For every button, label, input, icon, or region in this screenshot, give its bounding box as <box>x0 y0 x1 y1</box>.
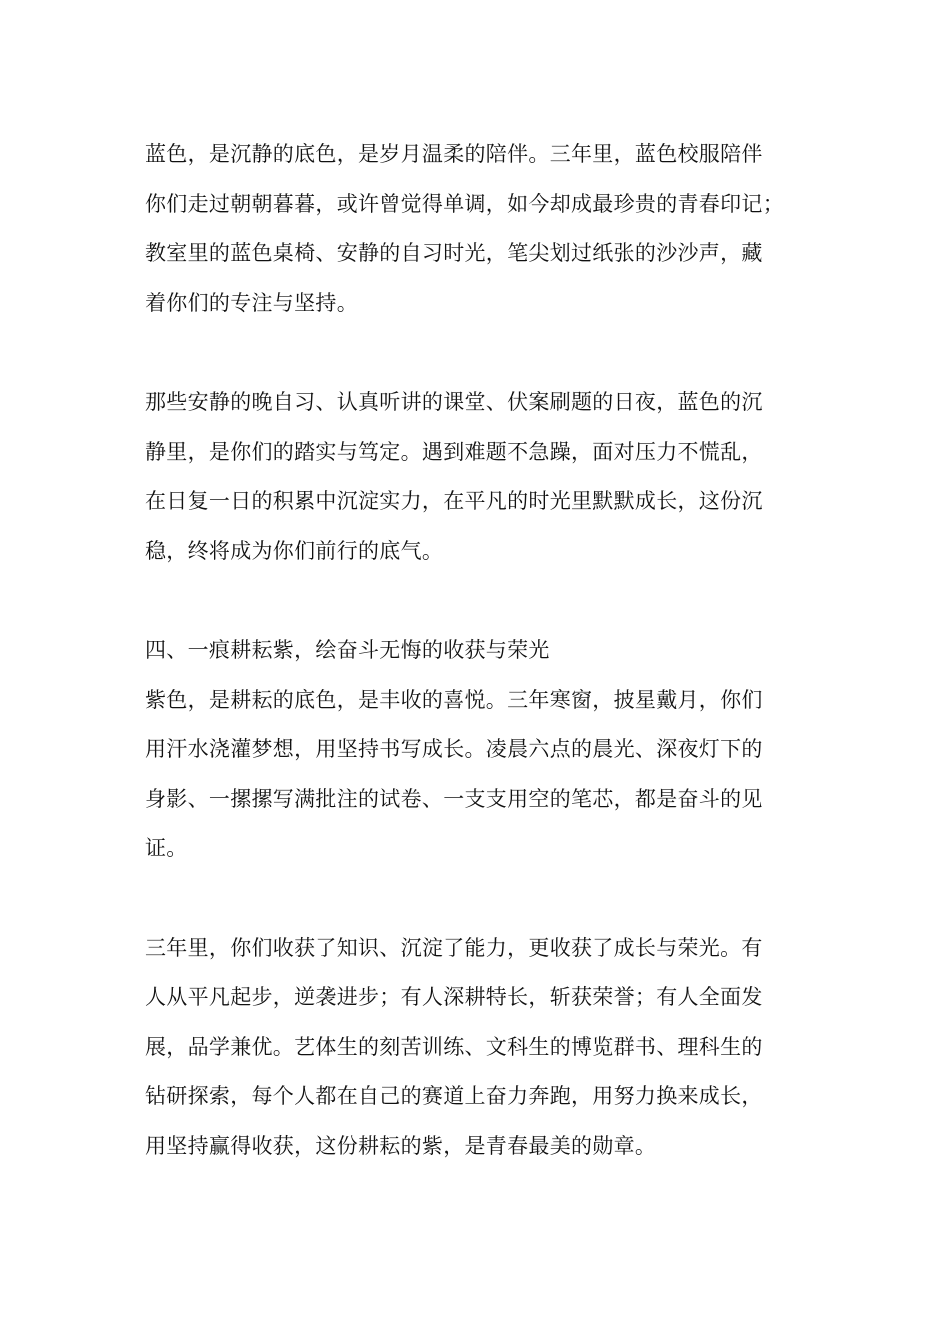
text-line: 用坚持赢得收获，这份耕耘的紫，是青春最美的勋章。 <box>145 1133 657 1158</box>
paragraph-spacer <box>145 328 820 378</box>
text-line: 紫色，是耕耘的底色，是丰收的喜悦。三年寒窗，披星戴月，你们 <box>145 687 763 712</box>
text-line: 三年里，你们收获了知识、沉淀了能力，更收获了成长与荣光。有 <box>145 935 763 960</box>
paragraph-harvest <box>145 924 820 1172</box>
text-line: 蓝色，是沉静的底色，是岁月温柔的陪伴。三年里，蓝色校服陪伴 <box>145 142 763 166</box>
text-line: 钻研探索，每个人都在自己的赛道上奋力奔跑，用努力换来成长， <box>145 1084 763 1108</box>
text-line: 身影、一摞摞写满批注的试卷、一支支用空的笔芯，都是奋斗的见 <box>145 786 763 811</box>
text-line: 着你们的专注与坚持。 <box>145 290 358 315</box>
text-line: 在日复一日的积累中沉淀实力，在平凡的时光里默默成长，这份沉 <box>145 489 763 513</box>
text-line: 静里，是你们的踏实与笃定。遇到难题不急躁，面对压力不慌乱， <box>145 439 763 464</box>
paragraph-blue-uniform <box>145 130 820 328</box>
text-line: 人从平凡起步，逆袭进步；有人深耕特长，斩获荣誉；有人全面发 <box>145 985 763 1009</box>
text-line: 教室里的蓝色桌椅、安静的自习时光，笔尖划过纸张的沙沙声，藏 <box>145 241 763 265</box>
document-body <box>145 130 820 1171</box>
text-line: 证。 <box>145 836 188 860</box>
section-heading: 四、一痕耕耘紫，绘奋斗无悔的收获与荣光 <box>145 638 550 662</box>
section-four <box>145 626 820 874</box>
paragraph-spacer <box>145 874 820 924</box>
text-line: 稳，终将成为你们前行的底气。 <box>145 538 444 563</box>
paragraph-evening-study <box>145 378 820 576</box>
text-line: 用汗水浇灌梦想，用坚持书写成长。凌晨六点的晨光、深夜灯下的 <box>145 737 763 761</box>
paragraph-spacer <box>145 576 820 626</box>
text-line: 那些安静的晚自习、认真听讲的课堂、伏案刷题的日夜，蓝色的沉 <box>145 390 763 414</box>
text-line: 你们走过朝朝暮暮，或许曾觉得单调，如今却成最珍贵的青春印记； <box>145 191 784 216</box>
text-line: 展，品学兼优。艺体生的刻苦训练、文科生的博览群书、理科生的 <box>145 1034 763 1059</box>
